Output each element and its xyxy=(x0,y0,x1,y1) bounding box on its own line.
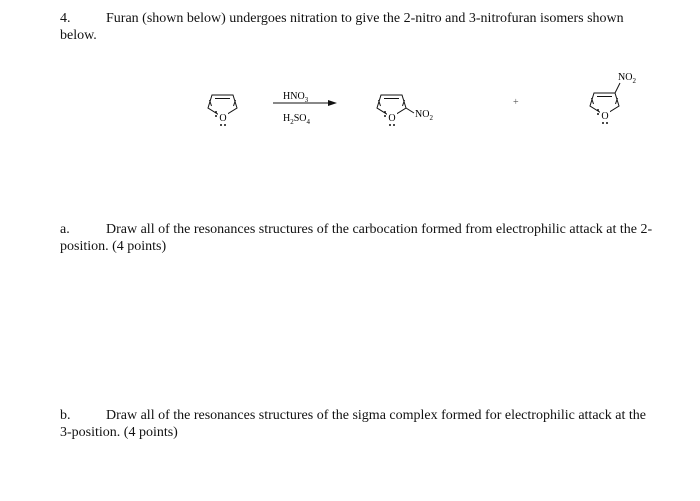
part-b-continuation: 3-position. (4 points) xyxy=(60,425,178,440)
question-continuation: below. xyxy=(60,28,97,43)
plus-sign: + xyxy=(513,97,519,108)
part-b-text: Draw all of the resonances structures of the sigma complex formed for electrophilic attack at the xyxy=(106,408,646,423)
svg-text:O: O xyxy=(219,113,227,124)
part-b-label: b. xyxy=(60,408,71,423)
svg-text:H2SO4: $H_2SO_4$ xyxy=(283,113,311,126)
question-text: Furan (shown below) undergoes nitration to give the 2-nitro and 3-nitrofuran isomers shown xyxy=(106,11,624,26)
reagent-h2so4 xyxy=(283,113,311,126)
svg-text:NO2: $NO_2$ xyxy=(415,109,433,122)
svg-text:HNO3: $HNO_3$ xyxy=(283,91,309,104)
part-a-label: a. xyxy=(60,222,70,237)
part-a-line xyxy=(60,221,680,238)
part-a xyxy=(60,221,680,255)
part-a-text: Draw all of the resonances structures of the carbocation formed from electrophilic attack at the 2- xyxy=(106,222,653,237)
svg-text:O: O xyxy=(601,111,609,122)
part-b-line xyxy=(60,407,680,424)
question-number: 4. xyxy=(60,11,71,26)
nitro-group-3 xyxy=(618,72,636,85)
part-a-continuation: position. (4 points) xyxy=(60,239,167,254)
svg-text:O: O xyxy=(388,113,396,124)
reagent-hno3 xyxy=(283,91,309,104)
part-b xyxy=(60,407,680,441)
nitro-group-2 xyxy=(415,109,433,122)
svg-text:NO2: $NO_2$ xyxy=(618,72,636,85)
